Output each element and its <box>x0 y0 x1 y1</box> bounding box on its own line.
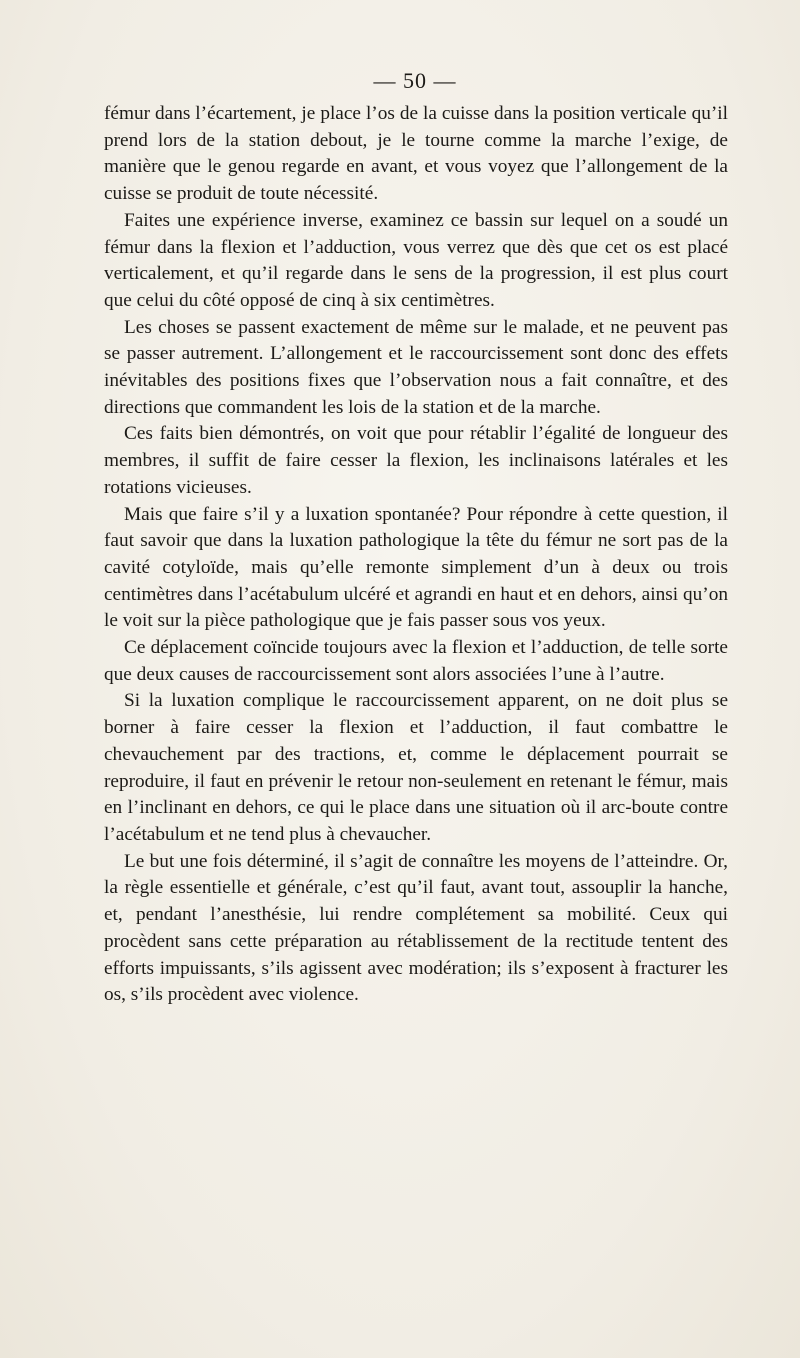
paragraph-4: Ces faits bien démontrés, on voit que pour rétablir l’égalité de longueur des membres, il suffit de faire cesser la flexion, les inclinaisons latérales et les rotations vicieuses. <box>104 423 728 498</box>
paragraph-8: Le but une fois déterminé, il s’agit de connaître les moyens de l’atteindre. Or, la règle essentielle et générale, c’est qu’il faut, avant tout, assouplir la hanche, et, pendant l’anesthésie, lui rendre complétement sa mobilité. Ceux qui procèdent sans cette préparation au rétablissement de la rectitude tentent des efforts impuissants, s’ils agissent avec modération; ils s’exposent à fracturer les os, s’ils procèdent avec violence. <box>104 850 728 1006</box>
page-number: — 50 — <box>373 68 457 93</box>
paragraph-7: Si la luxation complique le raccourcissement apparent, on ne doit plus se borner à faire cesser la flexion et l’adduction, il faut combattre le chevauchement par des tractions, et, comme le déplacement pourrait se reproduire, il faut en prévenir le retour non-seulement en retenant le fémur, mais en l’inclinant en dehors, ce qui le place dans une situation où il arc-boute contre l’acétabulum et ne tend plus à chevaucher. <box>104 690 728 845</box>
paragraph-6: Ce déplacement coïncide toujours avec la flexion et l’adduction, de telle sorte que deux causes de raccourcissement sont alors associées l’une à l’autre. <box>104 637 728 685</box>
paragraph-3: Les choses se passent exactement de même sur le malade, et ne peuvent pas se passer autrement. L’allongement et le raccourcissement sont donc des effets inévitables des positions fixes que l’observation nous a fait connaître, et des directions que commandent les lois de la station et de la marche. <box>104 316 728 418</box>
paragraph-1: fémur dans l’écartement, je place l’os de la cuisse dans la position verticale qu’il prend lors de la station debout, je le tourne comme la marche l’exige, de manière que le genou regarde en avant, et vous voyez que l’allongement de la cuisse se produit de toute nécessité. <box>104 103 728 205</box>
paragraph-2: Faites une expérience inverse, examinez ce bassin sur lequel on a soudé un fémur dans la flexion et l’adduction, vous verrez que dès que cet os est placé verticalement, et qu’il regarde dans le sens de la progression, il est plus court que celui du côté opposé de cinq à six centimètres. <box>104 209 728 311</box>
paragraph-5: Mais que faire s’il y a luxation spontanée? Pour répondre à cette question, il faut savoir que dans la luxation pathologique la tête du fémur ne sort pas de la cavité cotyloïde, mais qu’elle remonte simplement d’un à deux ou trois centimètres dans l’acétabulum ulcéré et agrandi en haut et en dehors, ainsi qu’on le voit sur la pièce pathologique que je fais passer sous vos yeux. <box>104 503 728 632</box>
body-text <box>104 101 728 1009</box>
